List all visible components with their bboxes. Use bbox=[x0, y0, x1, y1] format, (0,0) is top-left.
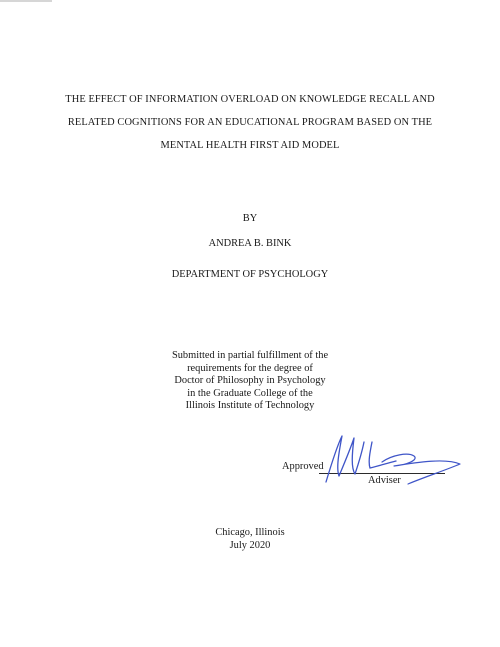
author-name: ANDREA B. BINK bbox=[208, 238, 292, 249]
location: Chicago, Illinois bbox=[215, 527, 285, 538]
submission-statement bbox=[100, 350, 400, 413]
place-and-date bbox=[0, 527, 500, 552]
approved-label: Approved bbox=[282, 461, 324, 472]
submission-line: requirements for the degree of bbox=[187, 362, 313, 374]
title-line: THE EFFECT OF INFORMATION OVERLOAD ON KNOWLEDGE RECALL AND bbox=[65, 94, 435, 105]
by-label: BY bbox=[242, 213, 258, 224]
department-name: DEPARTMENT OF PSYCHOLOGY bbox=[171, 269, 329, 280]
submission-line: Submitted in partial fulfillment of the bbox=[171, 350, 329, 361]
submission-line: Illinois Institute of Technology bbox=[185, 400, 315, 412]
title-line: RELATED COGNITIONS FOR AN EDUCATIONAL PROGRAM BASED ON THE bbox=[67, 117, 433, 128]
title-line: MENTAL HEALTH FIRST AID MODEL bbox=[160, 140, 340, 151]
scan-edge-mark bbox=[0, 0, 52, 2]
adviser-signature bbox=[322, 432, 464, 488]
dissertation-title bbox=[30, 88, 470, 157]
date: July 2020 bbox=[229, 539, 271, 551]
submission-line: in the Graduate College of the bbox=[187, 387, 313, 399]
adviser-label: Adviser bbox=[368, 475, 401, 486]
submission-line: Doctor of Philosophy in Psychology bbox=[174, 375, 326, 387]
